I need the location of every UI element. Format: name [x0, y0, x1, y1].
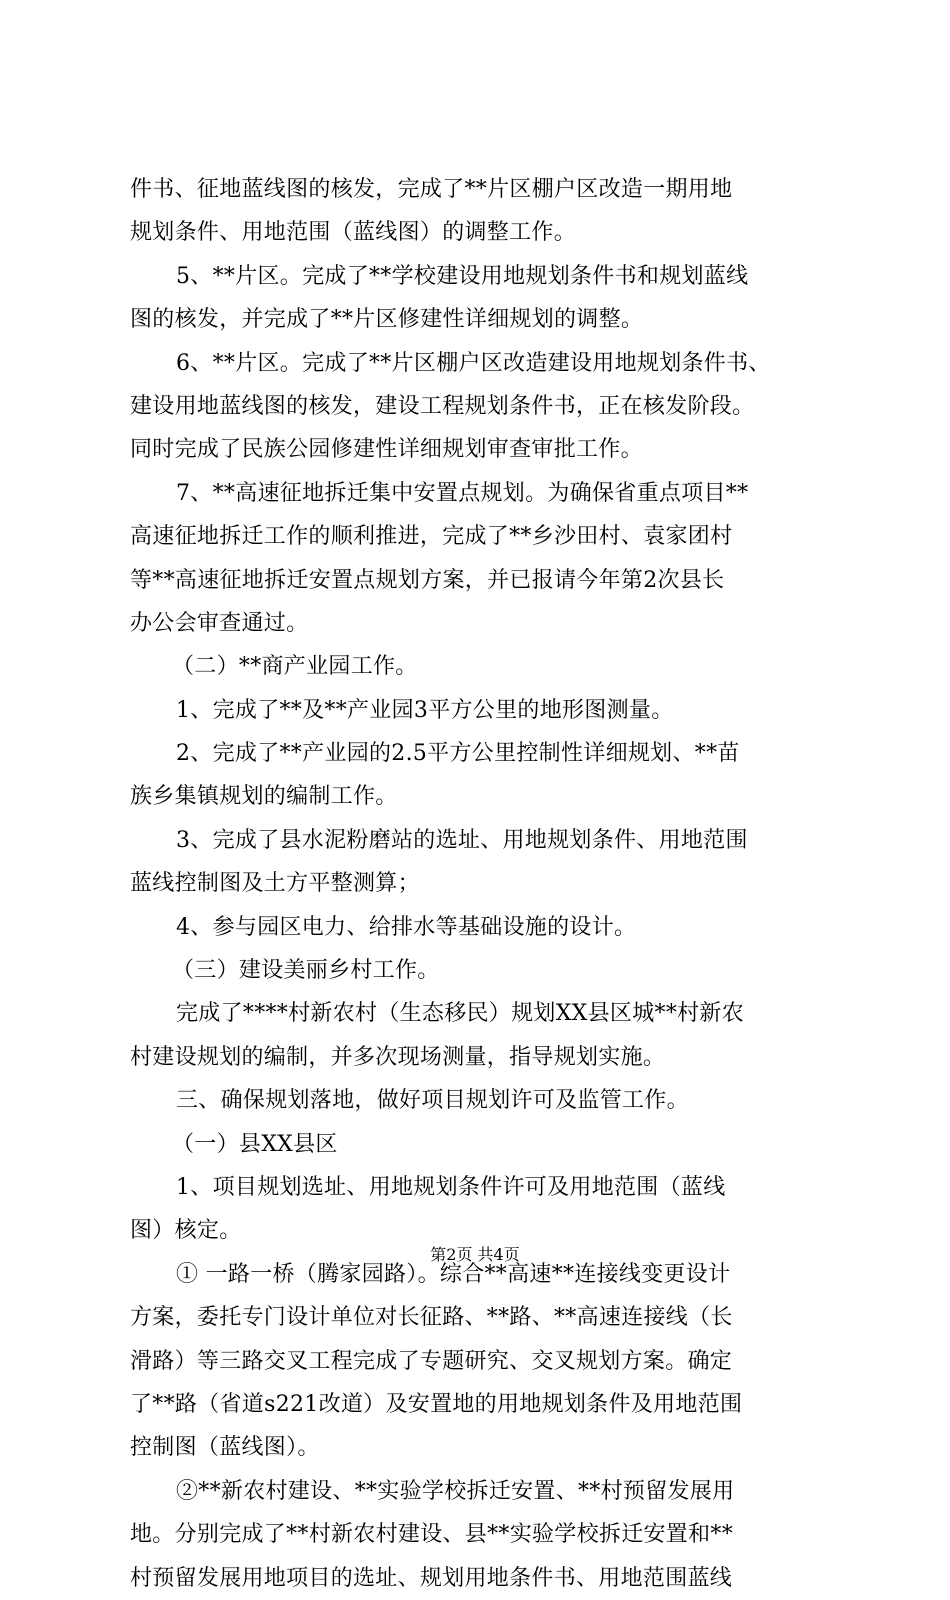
text-line: 村预留发展用地项目的选址、规划用地条件书、用地范围蓝线 — [130, 1565, 733, 1591]
text-line: 村建设规划的编制，并多次现场测量，指导规划实施。 — [130, 1044, 666, 1070]
text-line: 方案，委托专门设计单位对长征路、**路、**高速连接线（长 — [130, 1305, 733, 1331]
text-line: 2、完成了**产业园的2.5平方公里控制性详细规划、**苗 — [176, 741, 740, 767]
text-line: 建设用地蓝线图的核发，建设工程规划条件书，正在核发阶段。 — [130, 393, 755, 419]
text-line: 地。分别完成了**村新农村建设、县**实验学校拆迁安置和** — [130, 1522, 734, 1548]
text-line: 1、完成了**及**产业园3平方公里的地形图测量。 — [176, 697, 674, 723]
text-line: 7、**高速征地拆迁集中安置点规划。为确保省重点项目** — [176, 480, 749, 506]
text-line: 族乡集镇规划的编制工作。 — [130, 784, 398, 810]
text-line: 图）核定。 — [130, 1218, 242, 1244]
text-line: 4、参与园区电力、给排水等基础设施的设计。 — [176, 914, 637, 940]
text-line: 办公会审查通过。 — [130, 610, 309, 636]
section-heading: （二）**商产业园工作。 — [172, 654, 418, 680]
text-line: 控制图（蓝线图）。 — [130, 1435, 320, 1461]
text-line: 高速征地拆迁工作的顺利推进，完成了**乡沙田村、袁家团村 — [130, 524, 733, 550]
text-line: ②**新农村建设、**实验学校拆迁安置、**村预留发展用 — [176, 1478, 735, 1504]
text-line: 了**路（省道s221改道）及安置地的用地规划条件及用地范围 — [130, 1391, 743, 1417]
page-footer: 第2页 共4页 — [430, 1245, 520, 1264]
text-line: 6、**片区。完成了**片区棚户区改造建设用地规划条件书、 — [176, 350, 771, 376]
text-line: ① 一路一桥（腾家园路）。综合**高速**连接线变更设计 — [176, 1261, 731, 1287]
text-line: 蓝线控制图及土方平整测算； — [130, 871, 420, 897]
text-line: 件书、征地蓝线图的核发，完成了**片区棚户区改造一期用地 — [130, 177, 733, 202]
text-line: 等**高速征地拆迁安置点规划方案，并已报请今年第2次县长 — [130, 567, 725, 593]
text-line: 完成了****村新农村（生态移民）规划XX县区城**村新农 — [176, 1001, 745, 1027]
document-body — [130, 168, 830, 1600]
text-line: 5、**片区。完成了**学校建设用地规划条件书和规划蓝线 — [176, 263, 749, 289]
text-line: 3、完成了县水泥粉磨站的选址、用地规划条件、用地范围 — [176, 827, 748, 853]
text-line: 同时完成了民族公园修建性详细规划审查审批工作。 — [130, 437, 643, 463]
text-line: 1、项目规划选址、用地规划条件许可及用地范围（蓝线 — [176, 1174, 726, 1200]
text-line: 规划条件、用地范围（蓝线图）的调整工作。 — [130, 220, 577, 246]
text-line: 滑路）等三路交叉工程完成了专题研究、交叉规划方案。确定 — [130, 1348, 733, 1374]
text-line: 图的核发，并完成了**片区修建性详细规划的调整。 — [130, 307, 644, 333]
section-heading: （三）建设美丽乡村工作。 — [172, 958, 440, 984]
section-heading: （一）县XX县区 — [172, 1131, 338, 1157]
section-heading: 三、确保规划落地，做好项目规划许可及监管工作。 — [176, 1088, 689, 1114]
